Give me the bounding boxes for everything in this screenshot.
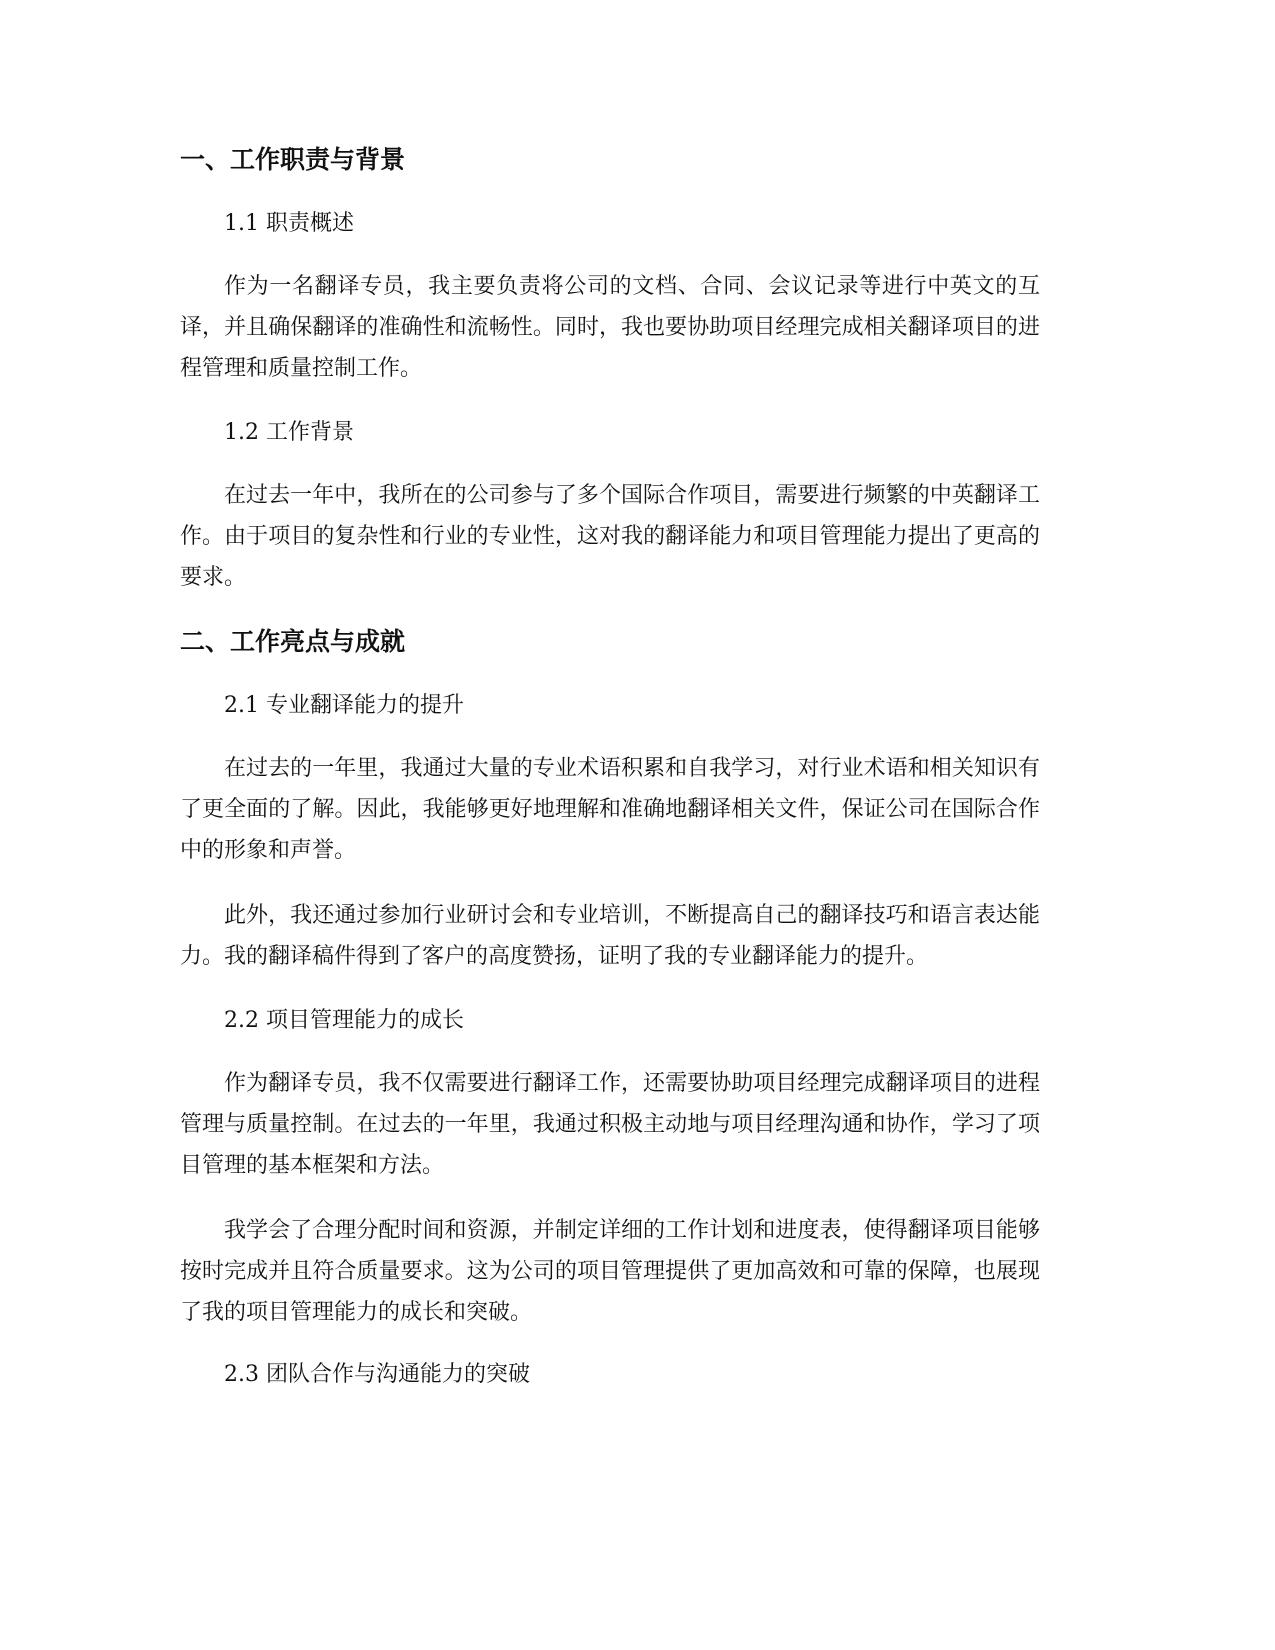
subheading-2-3: 2.3 团队合作与沟通能力的突破 [224,1362,530,1387]
paragraph-1-2-1: 在过去一年中，我所在的公司参与了多个国际合作项目，需要进行频繁的中英翻译工作。由于项目的复杂性和行业的专业性，这对我的翻译能力和项目管理能力提出了更高的要求。 [180,483,1040,590]
document-page [180,140,1040,1417]
paragraph-2-2-1: 作为翻译专员，我不仅需要进行翻译工作，还需要协助项目经理完成翻译项目的进程管理与质量控制。在过去的一年里，我通过积极主动地与项目经理沟通和协作，学习了项目管理的基本框架和方法。 [180,1071,1040,1178]
subheading-1-1: 1.1 职责概述 [224,211,354,236]
subheading-1-2: 1.2 工作背景 [224,420,354,445]
subheading-2-1: 2.1 专业翻译能力的提升 [224,693,464,718]
paragraph-2-1-1: 在过去的一年里，我通过大量的专业术语积累和自我学习，对行业术语和相关知识有了更全面的了解。因此，我能够更好地理解和准确地翻译相关文件，保证公司在国际合作中的形象和声誉。 [180,756,1040,863]
section-title-1: 一、工作职责与背景 [180,145,406,174]
paragraph-2-2-2: 我学会了合理分配时间和资源，并制定详细的工作计划和进度表，使得翻译项目能够按时完成并且符合质量要求。这为公司的项目管理提供了更加高效和可靠的保障，也展现了我的项目管理能力的成长和突破。 [180,1218,1040,1325]
paragraph-1-1-1: 作为一名翻译专员，我主要负责将公司的文档、合同、会议记录等进行中英文的互译，并且确保翻译的准确性和流畅性。同时，我也要协助项目经理完成相关翻译项目的进程管理和质量控制工作。 [180,274,1040,381]
section-title-2: 二、工作亮点与成就 [180,627,406,656]
subheading-2-2: 2.2 项目管理能力的成长 [224,1008,464,1033]
paragraph-2-1-2: 此外，我还通过参加行业研讨会和专业培训，不断提高自己的翻译技巧和语言表达能力。我的翻译稿件得到了客户的高度赞扬，证明了我的专业翻译能力的提升。 [180,903,1040,969]
